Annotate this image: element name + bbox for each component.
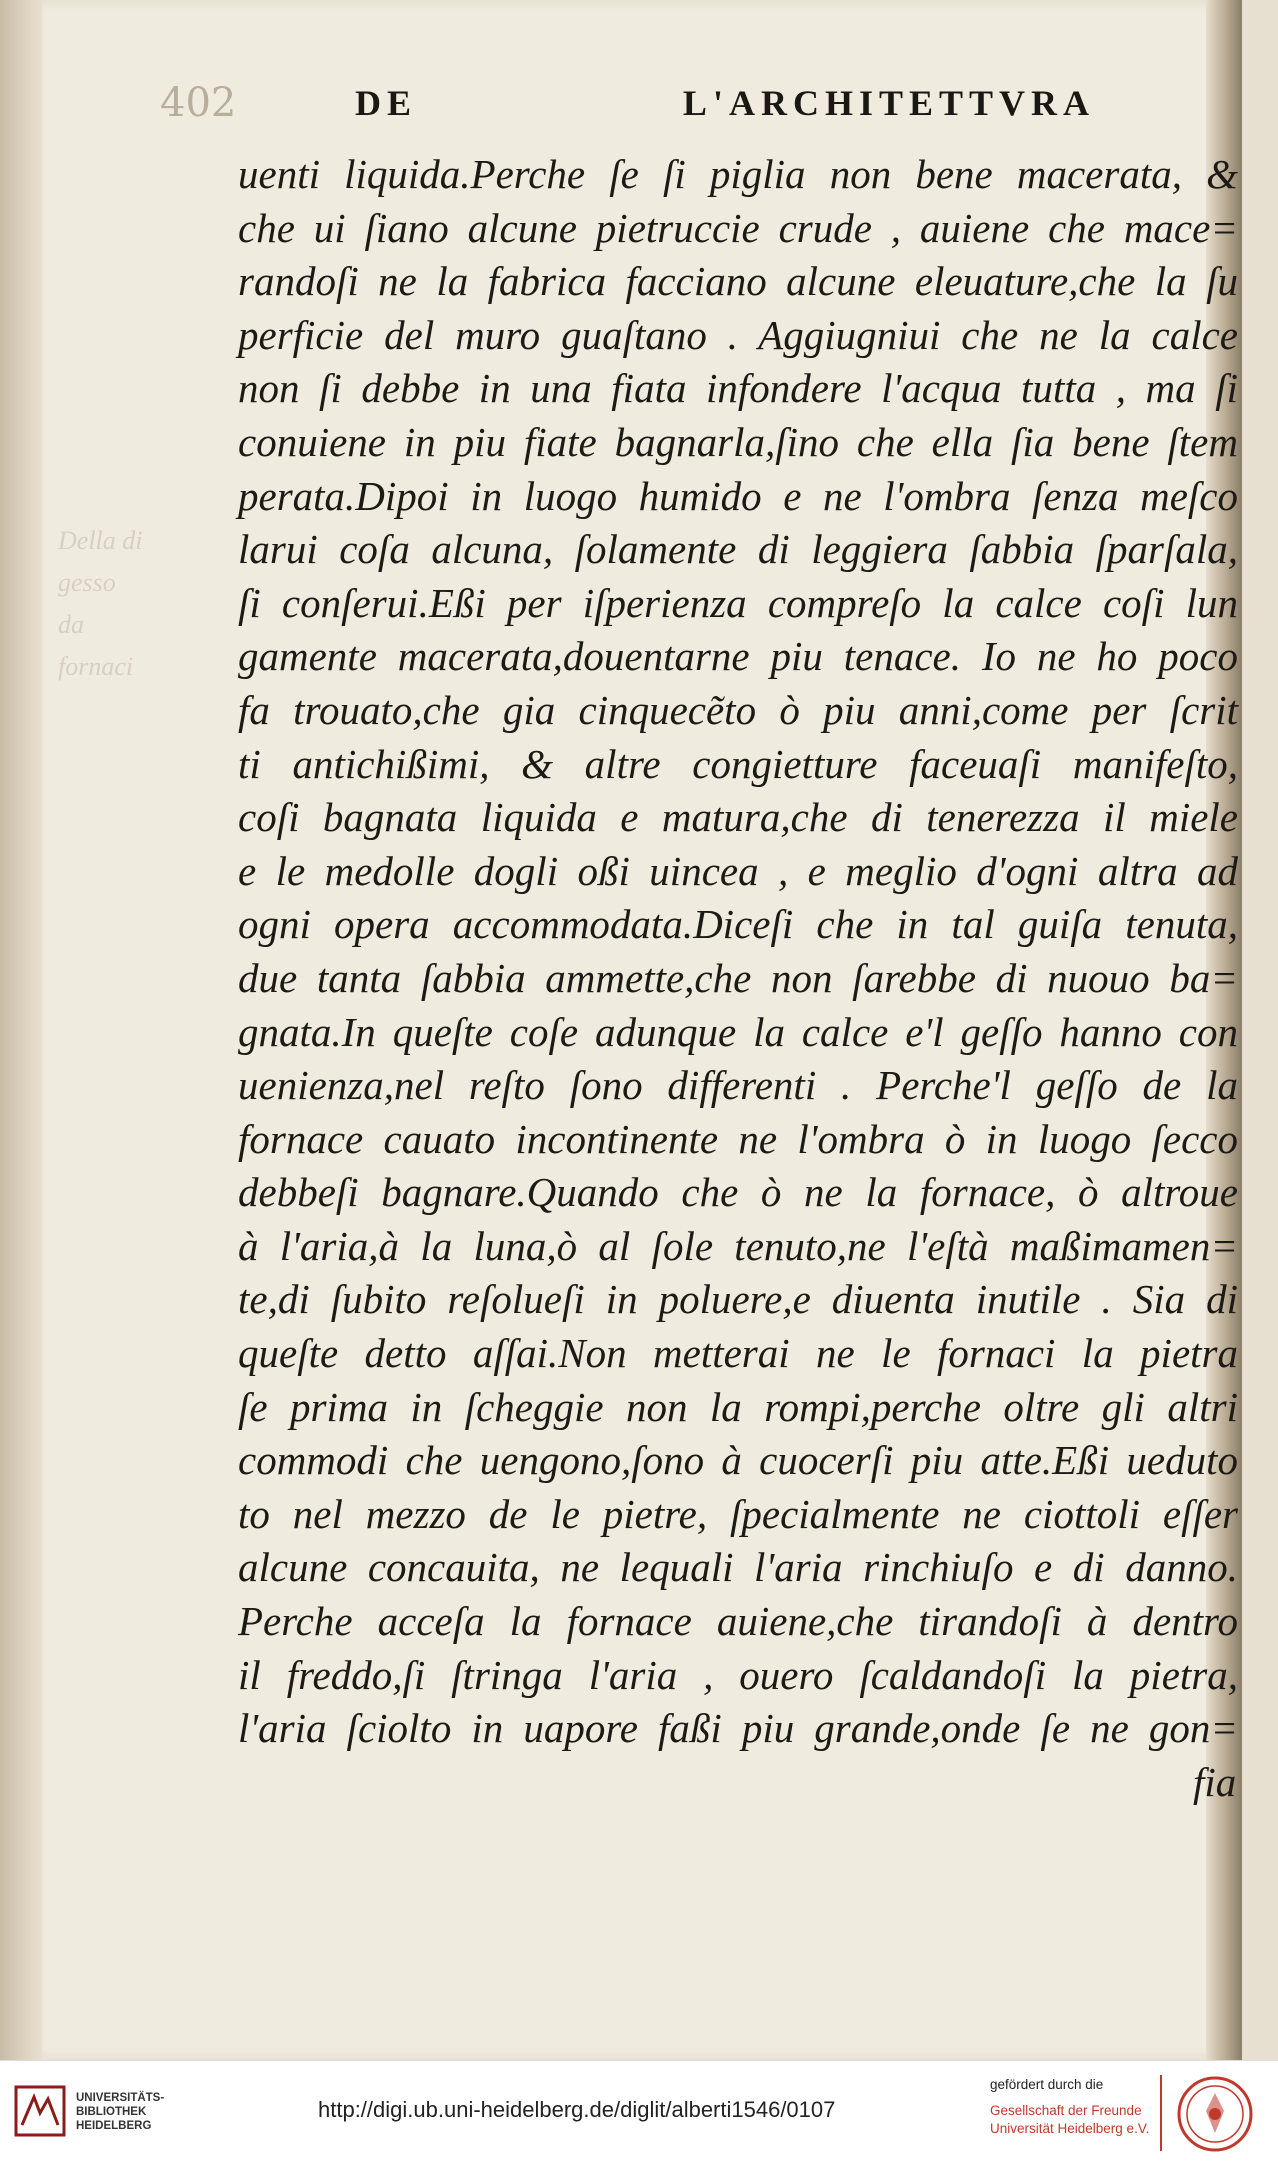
- text-line: ſi conſerui.Eßi per iſperienza compreſo la calce coſi lun: [238, 579, 1238, 626]
- text-line: randoſi ne la fabrica facciano alcune eleuature,che la ſu: [238, 258, 1238, 305]
- text-line: to nel mezzo de le pietre, ſpecialmente ne ciottoli eſſer: [238, 1490, 1238, 1537]
- text-line: non ſi debbe in una fiata infondere l'acqua tutta , ma ſi: [238, 365, 1238, 412]
- text-line: coſi bagnata liquida e matura,che di tenerezza il miele: [238, 794, 1238, 841]
- text-line: alcune concauita, ne lequali l'aria rinchiuſo e di danno.: [238, 1544, 1238, 1591]
- margin-ghost-line: fornaci: [58, 652, 134, 681]
- text-line: commodi che uengono,ſono à cuocerſi piu atte.Eßi ueduto: [238, 1437, 1238, 1484]
- text-line: l'aria ſciolto in uapore faßi piu grande,onde ſe ne gon=: [238, 1705, 1238, 1752]
- text-line: fa trouato,che gia cinquecẽto ò piu anni,come per ſcrit: [238, 686, 1238, 733]
- margin-ghost-line: Della di: [58, 526, 143, 555]
- scan-left-edge: [0, 0, 42, 2060]
- permalink-url[interactable]: http://digi.ub.uni-heidelberg.de/diglit/alberti1546/0107: [318, 2097, 836, 2122]
- text-line: uenienza,nel reſto ſono differenti . Perche'l geſſo de la: [238, 1062, 1238, 1109]
- text-line: à l'aria,à la luna,ò al ſole tenuto,ne l'eſtà maßimamen=: [238, 1222, 1238, 1269]
- footer-bar: [0, 2060, 1278, 2161]
- text-line: te,di ſubito reſolueſi in poluere,e diuenta inutile . Sia di: [238, 1276, 1238, 1323]
- text-line: perficie del muro guaſtano . Aggiugniui che ne la calce: [238, 311, 1238, 358]
- library-name-line: UNIVERSITÄTS-: [76, 2092, 165, 2104]
- margin-ghost-line: gesso: [58, 568, 116, 597]
- text-line: ti antichißimi, & altre congietture faceuaſi manifeſto,: [238, 740, 1238, 787]
- sponsor-label: gefördert durch die: [990, 2077, 1104, 2092]
- catchword: fia: [1193, 1758, 1237, 1805]
- footer-divider: [1160, 2075, 1162, 2151]
- text-line: due tanta ſabbia ammette,che non ſarebbe di nuouo ba=: [238, 954, 1238, 1001]
- page-number: 402: [160, 80, 237, 126]
- text-line: queſte detto aſſai.Non metterai ne le fornaci la pietra: [238, 1330, 1238, 1377]
- text-line: uenti liquida.Perche ſe ſi piglia non bene macerata, &: [238, 151, 1238, 197]
- text-line: ſe prima in ſcheggie non la rompi,perche oltre gli altri: [238, 1383, 1238, 1430]
- text-line: debbeſi bagnare.Quando che ò ne la fornace, ò altroue: [238, 1169, 1238, 1216]
- text-line: fornace cauato incontinente ne l'ombra ò in luogo ſecco: [238, 1115, 1238, 1162]
- text-line: il freddo,ſi ſtringa l'aria , ouero ſcaldandoſi la pietra,: [238, 1651, 1238, 1698]
- text-line: e le medolle dogli oßi uincea , e meglio d'ogni altra ad: [238, 847, 1238, 894]
- margin-bleed-through: [58, 520, 238, 688]
- sponsor-name[interactable]: Universität Heidelberg e.V.: [990, 2121, 1150, 2136]
- library-name-line: BIBLIOTHEK: [76, 2106, 147, 2118]
- text-line: che ui ſiano alcune pietruccie crude , auiene che mace=: [238, 204, 1238, 251]
- library-logo-icon[interactable]: [14, 2085, 66, 2137]
- text-line: ogni opera accommodata.Diceſi che in tal guiſa tenuta,: [238, 901, 1238, 948]
- sponsor-name[interactable]: Gesellschaft der Freunde: [990, 2103, 1142, 2118]
- margin-ghost-line: da: [58, 610, 84, 639]
- text-line: Perche acceſa la fornace auiene,che tirandoſi à dentro: [238, 1598, 1238, 1645]
- university-seal-icon: [1176, 2075, 1254, 2153]
- text-line: gnata.In queſte coſe adunque la calce e'l geſſo hanno con: [238, 1008, 1238, 1055]
- text-line: perata.Dipoi in luogo humido e ne l'ombra ſenza meſco: [238, 472, 1238, 519]
- text-line: conuiene in piu fiate bagnarla,ſino che ella ſia bene ſtem: [238, 418, 1238, 465]
- text-line: larui coſa alcuna, ſolamente di leggiera ſabbia ſparſala,: [238, 526, 1238, 573]
- library-name: [76, 2091, 164, 2133]
- text-line: gamente macerata,douentarne piu tenace. Io ne ho poco: [238, 633, 1238, 680]
- body-text: [238, 148, 1238, 1809]
- library-name-line: HEIDELBERG: [76, 2120, 152, 2132]
- running-head: DE L'ARCHITETTVRA: [355, 83, 1095, 123]
